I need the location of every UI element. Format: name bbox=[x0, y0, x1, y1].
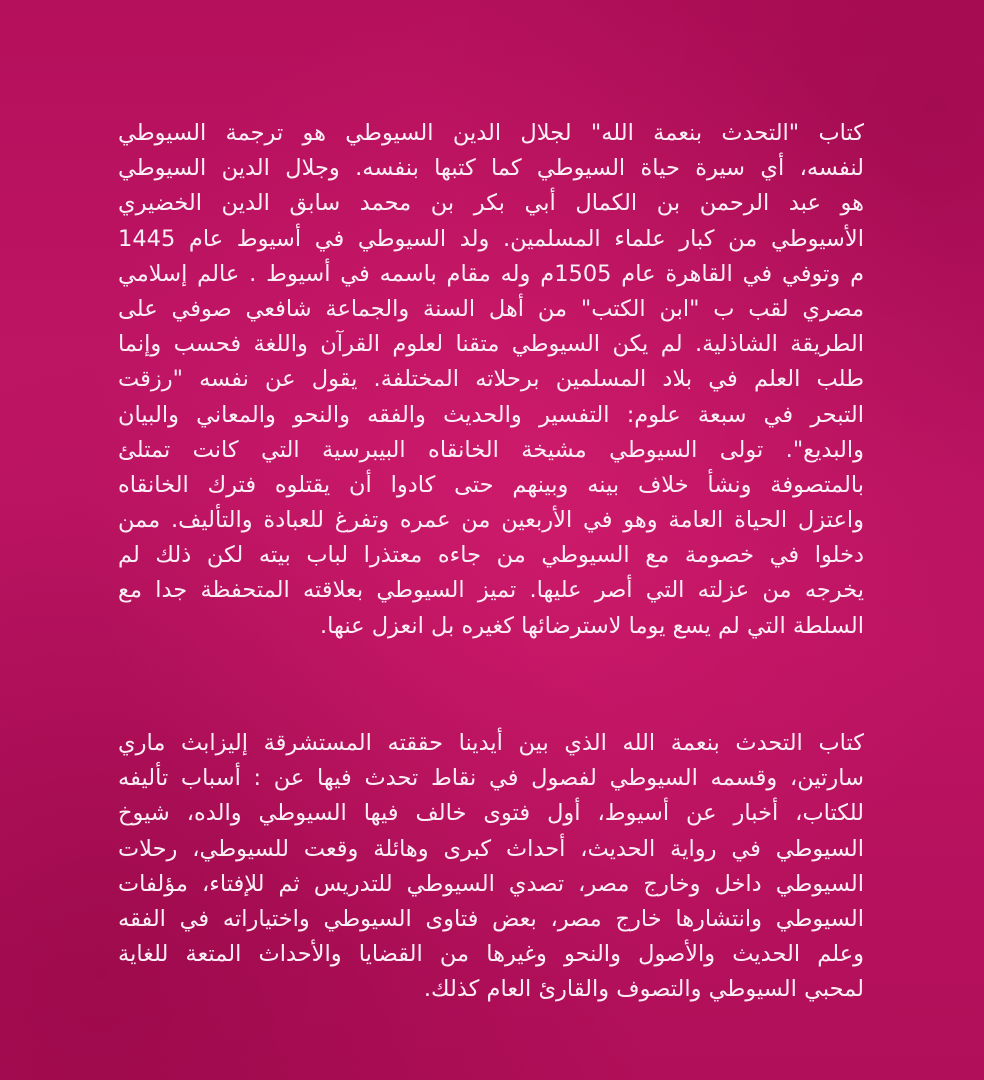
text-line: م وتوفي في القاهرة عام 1505م وله مقام باسمه في أسيوط . عالم إسلامي bbox=[118, 260, 864, 287]
text-line: هو عبد الرحمن بن الكمال أبي بكر بن محمد سابق الدين الخضيري bbox=[118, 190, 864, 217]
text-line: واعتزل الحياة العامة وهو في الأربعين من عمره وتفرغ للعبادة والتأليف. ممن bbox=[118, 507, 864, 534]
text-line: كتاب التحدث بنعمة الله الذي بين أيدينا حققته المستشرقة إليزابث ماري bbox=[118, 730, 864, 756]
text-line: لنفسه، أي سيرة حياة السيوطي كما كتبها بنفسه. وجلال الدين السيوطي bbox=[118, 155, 864, 182]
text-line: سارتين، وقسمه السيوطي لفصول في نقاط تحدث فيها عن : أسباب تأليفه bbox=[118, 765, 864, 792]
synopsis-paragraph-1 bbox=[118, 116, 864, 644]
text-line: للكتاب، أخبار عن أسيوط، أول فتوى خالف فيها السيوطي والده، شيوخ bbox=[118, 800, 864, 827]
text-line: بالمتصوفة ونشأ خلاف بينه وبينهم حتى كادوا أن يقتلوه فترك الخانقاه bbox=[118, 471, 864, 498]
text-line: السيوطي في رواية الحديث، أحداث كبرى وهائلة وقعت للسيوطي، رحلات bbox=[118, 835, 864, 862]
text-line: وعلم الحديث والأصول والنحو وغيرها من القضايا والأحداث المتعة للغاية bbox=[118, 941, 864, 968]
text-line: كتاب "التحدث بنعمة الله" لجلال الدين السيوطي هو ترجمة السيوطي bbox=[118, 120, 864, 146]
text-line: السيوطي وانتشارها خارج مصر، بعض فتاوى السيوطي واختياراته في الفقه bbox=[118, 905, 864, 932]
text-line: لمحبي السيوطي والتصوف والقارئ العام كذلك. bbox=[423, 976, 864, 1003]
text-line: مصري لقب ب "ابن الكتب" من أهل السنة والجماعة شافعي صوفي على bbox=[118, 295, 864, 322]
text-line: الأسيوطي من كبار علماء المسلمين. ولد السيوطي في أسيوط عام 1445 bbox=[118, 225, 864, 252]
text-line: السيوطي داخل وخارج مصر، تصدي السيوطي للتدريس ثم للإفتاء، مؤلفات bbox=[118, 870, 864, 897]
synopsis-paragraph-2 bbox=[118, 726, 864, 1008]
text-line: يخرجه من عزلته التي أصر عليها. تميز السيوطي بعلاقته المتحفظة جدا مع bbox=[118, 577, 864, 604]
text-line: دخلوا في خصومة مع السيوطي من جاءه معتذرا لباب بيته لكن ذلك لم bbox=[118, 542, 864, 569]
text-line: والبديع". تولى السيوطي مشيخة الخانقاه البيبرسية التي كانت تمتلئ bbox=[118, 436, 864, 463]
text-line: طلب العلم في بلاد المسلمين برحلاته المختلفة. يقول عن نفسه "رزقت bbox=[118, 366, 864, 393]
text-line: الطريقة الشاذلية. لم يكن السيوطي متقنا لعلوم القرآن واللغة فحسب وإنما bbox=[118, 331, 864, 358]
text-line: التبحر في سبعة علوم: التفسير والحديث والفقه والنحو والمعاني والبيان bbox=[118, 401, 864, 428]
text-line: السلطة التي لم يسع يوما لاسترضائها كغيره بل انعزل عنها. bbox=[319, 612, 864, 639]
